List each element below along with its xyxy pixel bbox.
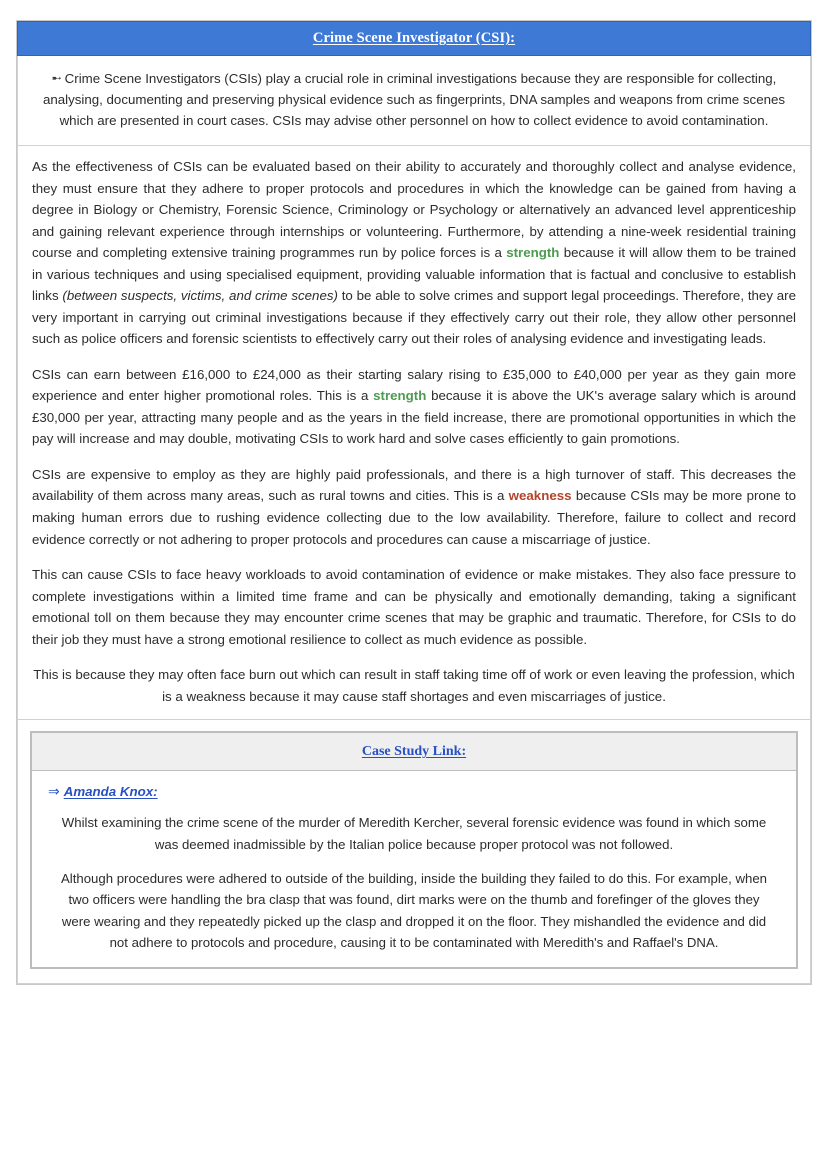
document-title-banner (17, 21, 811, 56)
run-text: CSIs are expensive to employ as they are highly paid professionals, and there is a high turnover of staff. This decreases the availability of them across many areas, such as rural towns and cities. This is a (32, 466, 796, 504)
intro-cell (17, 56, 811, 146)
case-study-table (30, 731, 798, 969)
case-study-body (31, 771, 797, 968)
run-text: because it will allow them to be trained in various techniques and using specialised equipment, providing valuable information that is factual and conclusive to establish links (32, 245, 796, 304)
case-study-link[interactable]: Amanda Knox: (63, 784, 158, 800)
case-study-header (31, 732, 797, 771)
run-text: because CSIs may be more prone to making human errors due to rushing evidence collecting due to the low availability. Therefore, failure to collect and record evidence correctly or not adhering to proper protocols and procedures can cause a miscarriage of justice. (32, 488, 797, 547)
italic-aside: (between suspects, victims, and crime scenes) (62, 288, 338, 304)
double-arrow-icon: ⇒ (48, 783, 60, 800)
run-text: As the effectiveness of CSIs can be evaluated based on their ability to accurately and thoroughly collect and analyse evidence, they must ensure that they adhere to proper protocols and procedures in which the knowledge can be gained from having a degree in Biology or Chemistry, Forensic Science, Criminology or Psychology or alternatively an advanced level apprenticeship and gaining relevant experience through internships or volunteering. Furthermore, by attending a nine-week residential training course and completing extensive training programmes run by police forces is a (32, 159, 796, 261)
paragraph-workload (32, 564, 796, 650)
run-text: CSIs can earn between £16,000 to £24,000 as their starting salary rising to £35,000 to £40,000 per year as they gain more experience and enter higher promotional roles. This is a (32, 366, 796, 404)
case-study-title: Case Study Link: (361, 744, 467, 760)
run-text: This can cause CSIs to face heavy workloads to avoid contamination of evidence or make mistakes. They also face pressure to complete investigations within a limited time frame and can be physically and emotionally demanding, taking a significant emotional toll on them because they may encounter crime scenes that may be graphic and traumatic. Therefore, for CSIs to do their job they must have a strong emotional resilience to collect as much evidence as possible. (32, 567, 796, 647)
weakness-highlight: weakness (508, 488, 572, 504)
body-cell (17, 146, 811, 720)
document-frame (16, 20, 812, 985)
page-title: Crime Scene Investigator (CSI): (312, 30, 516, 46)
case-study-paragraph-2: Although procedures were adhered to outside of the building, inside the building they failed to do this. For example, when two officers were handling the bra clasp that was found, dirt marks were on the thumb and forefinger of the gloves they were wearing and they repeatedly picked up the clasp and dropped it on the floor. They mishandled the evidence and did not adhere to protocols and procedure, causing it to be contaminated with Meredith's and Raffael's DNA. (61, 870, 767, 951)
paragraph-salary (32, 364, 796, 450)
arrow-bullet-icon: ➸ (51, 71, 62, 85)
strength-highlight: strength (373, 388, 427, 404)
run-text: to be able to solve crimes and support legal proceedings. Therefore, they are very important in carrying out criminal investigations because if they effectively carry out their role, they allow other personnel such as police officers and forensic scientists to effectively carry out their roles of analysing evidence and investigating leads. (32, 288, 796, 347)
document-table (17, 21, 811, 984)
run-text: This is because they may often face burn out which can result in staff taking time off of work or even leaving the profession, which is a weakness because it may cause staff shortages and even miscarriages of justice. (33, 667, 795, 704)
case-study-paragraph-1: Whilst examining the crime scene of the murder of Meredith Kercher, several forensic evidence was found in which some was deemed inadmissible by the Italian police because proper protocol was not followed. (61, 815, 767, 852)
intro-paragraph (32, 66, 796, 133)
run-text: because it is above the UK's average salary which is around £30,000 per year, attracting many people and as the years in the field increase, there are promotional opportunities in which the pay will increase and may double, motivating CSIs to work hard and solve cases efficiently to gain promotions. (32, 388, 796, 447)
case-study-link-line (48, 781, 780, 802)
case-study-cell (17, 720, 811, 984)
strength-highlight: strength (506, 245, 560, 261)
paragraph-effectiveness (32, 156, 796, 350)
intro-text: Crime Scene Investigators (CSIs) play a crucial role in criminal investigations because they are responsible for collecting, analysing, documenting and preserving physical evidence such as fingerprints, DNA samples and weapons from crime scenes which are presented in court cases. CSIs may advise other personnel on how to collect evidence to avoid contamination. (42, 71, 786, 128)
paragraph-expensive (32, 464, 796, 550)
paragraph-burnout (32, 664, 796, 707)
